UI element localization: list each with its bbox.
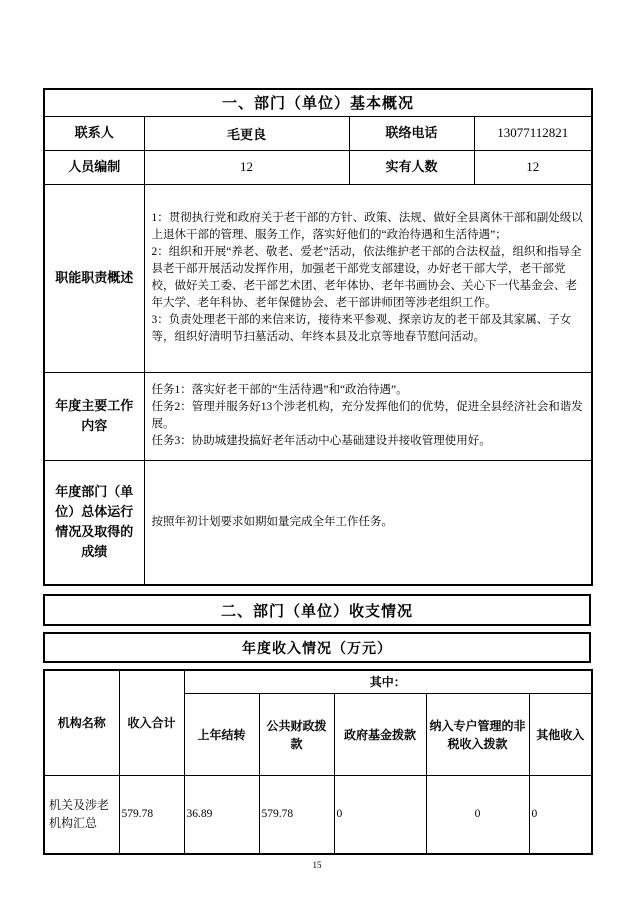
income-title: 年度收入情况（万元） (44, 633, 590, 662)
staffing-value: 12 (144, 150, 349, 184)
income-carryover-value: 36.89 (184, 776, 259, 854)
performance-row (44, 460, 592, 585)
income-nontax-value: 0 (426, 776, 529, 854)
section1-title-row (44, 89, 592, 116)
phone-value: 13077112821 (474, 116, 592, 150)
annual-work-row (44, 372, 592, 460)
duties-label: 职能职责概述 (44, 184, 144, 372)
staffing-row (44, 150, 592, 184)
contact-value: 毛更良 (144, 116, 349, 150)
duties-content (144, 184, 592, 372)
work-task-1: 任务1：落实好老干部的“生活待遇”和“政治待遇”。 (151, 383, 408, 396)
contact-label: 联系人 (44, 116, 144, 150)
col-header-nontax: 纳入专户管理的非税收入拨款 (426, 694, 529, 776)
col-header-total: 收入合计 (119, 670, 184, 776)
col-header-org: 机构名称 (44, 670, 119, 776)
staffing-label: 人员编制 (44, 150, 144, 184)
annual-work-content (144, 372, 592, 460)
income-table (43, 669, 593, 855)
income-data-row (44, 776, 592, 854)
duties-row (44, 184, 592, 372)
spacer (43, 586, 591, 594)
performance-label: 年度部门（单位）总体运行情况及取得的成绩 (44, 460, 144, 585)
section1-table (43, 88, 593, 586)
performance-content (144, 460, 592, 585)
work-task-3: 任务3：协助城建投搞好老年活动中心基础建设并接收管理使用好。 (151, 435, 491, 448)
annual-work-label: 年度主要工作内容 (44, 372, 144, 460)
income-other-value: 0 (529, 776, 592, 854)
duties-item-3: 3：负责处理老干部的来信来访，接待来平参观、探亲访友的老干部及其家属、子女等，组织好清明节扫墓活动、年终本县及北京等地春节慰问活动。 (151, 314, 572, 344)
actual-staff-value: 12 (474, 150, 592, 184)
income-public-value: 579.78 (259, 776, 334, 854)
duties-item-2: 2：组织和开展“养老、敬老、爱老”活动，依法维护老干部的合法权益，组织和指导全县老干部开展活动发挥作用，加强老干部党支部建设，办好老干部大学，老干部党校，做好关工委、老干部艺术团、老年体协、老年书画协会、关心下一代基金会、老年大学、老年科协、老年保健协会、老干部讲师团等涉老组织工作。 (151, 245, 582, 310)
duties-item-1: 1：贯彻执行党和政府关于老干部的方针、政策、法规、做好全县离休干部和副处级以上退休干部的管理、服务工作，落实好他们的“政治待遇和生活待遇”； (151, 211, 583, 241)
work-task-2: 任务2：管理并服务好13个涉老机构，充分发挥他们的优势，促进全县经济社会和谐发展。 (151, 400, 583, 430)
performance-text: 按照年初计划要求如期如量完成全年工作任务。 (151, 515, 393, 528)
section1-title: 一、部门（单位）基本概况 (44, 89, 592, 116)
col-header-carryover: 上年结转 (184, 694, 259, 776)
income-header-row-1 (44, 670, 592, 694)
actual-staff-label: 实有人数 (349, 150, 474, 184)
col-header-other: 其他收入 (529, 694, 592, 776)
page-number: 15 (312, 860, 322, 870)
col-header-among: 其中： (184, 670, 592, 694)
income-title-table (43, 632, 591, 663)
contact-row (44, 116, 592, 150)
income-title-row (44, 633, 590, 662)
phone-label: 联络电话 (349, 116, 474, 150)
section2-title-table (43, 594, 591, 626)
income-org-name: 机关及涉老机构汇总 (44, 776, 119, 854)
document-content (43, 88, 591, 855)
col-header-govfund: 政府基金拨款 (334, 694, 426, 776)
income-total-value: 579.78 (119, 776, 184, 854)
section2-title: 二、部门（单位）收支情况 (44, 595, 590, 625)
income-govfund-value: 0 (334, 776, 426, 854)
section2-title-row (44, 595, 590, 625)
col-header-public: 公共财政拨款 (259, 694, 334, 776)
